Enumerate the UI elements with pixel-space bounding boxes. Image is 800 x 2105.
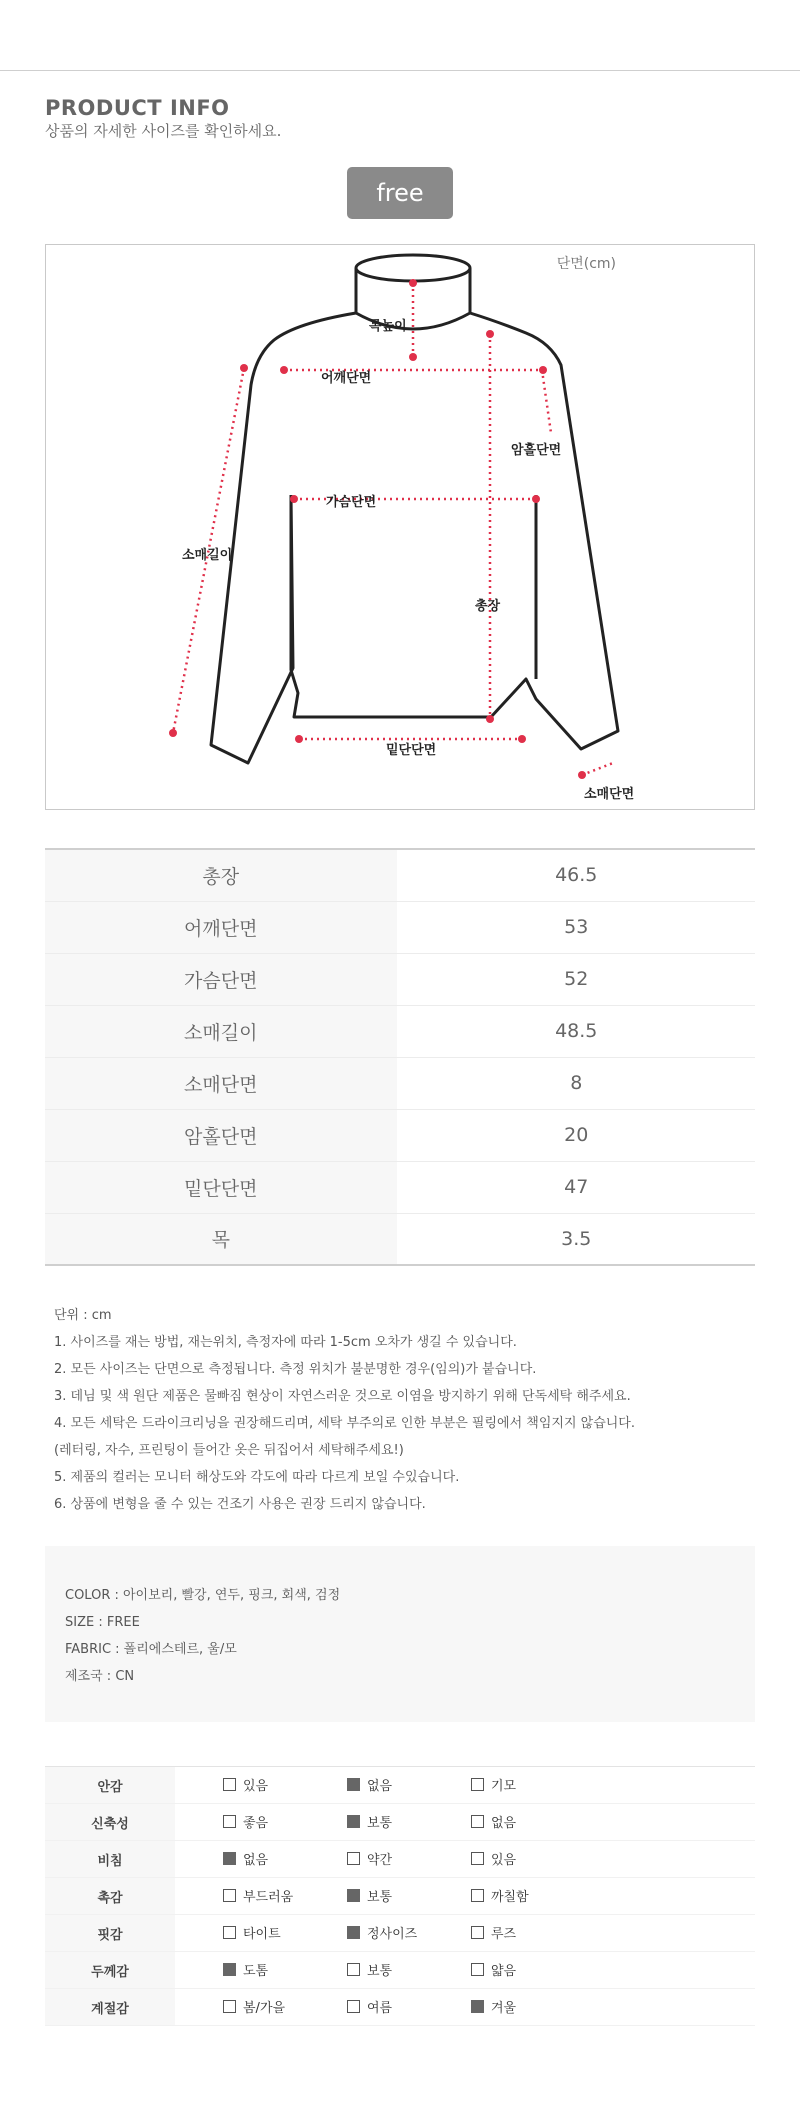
checked-box-icon[interactable] — [347, 1889, 360, 1902]
label-sleeve-length: 소매길이 — [182, 548, 233, 563]
feel-option-label: 약간 — [367, 1853, 393, 1868]
table-row — [45, 1161, 755, 1213]
feel-option-label: 있음 — [491, 1853, 517, 1868]
size-key: 가슴단면 — [45, 953, 397, 1005]
size-value: 20 — [397, 1109, 755, 1161]
note-line: 4. 모든 세탁은 드라이크리닝을 권장해드리며, 세탁 부주의로 인한 부분은 필링에서 책임지지 않습니다. — [54, 1416, 636, 1431]
checkbox-icon[interactable] — [471, 1963, 484, 1976]
feel-option[interactable] — [223, 1812, 347, 1831]
feel-option-label: 겨울 — [491, 2001, 517, 2016]
feel-options — [175, 1841, 755, 1878]
size-key: 총장 — [45, 849, 397, 901]
feel-row — [45, 1915, 755, 1952]
checkbox-icon[interactable] — [471, 1852, 484, 1865]
feel-label: 안감 — [45, 1767, 175, 1804]
feel-row — [45, 1767, 755, 1804]
feel-options — [175, 1767, 755, 1804]
feel-option[interactable] — [471, 1886, 595, 1905]
feel-label: 비침 — [45, 1841, 175, 1878]
feel-option-label: 정사이즈 — [367, 1927, 418, 1942]
note-line: 5. 제품의 컬러는 모니터 해상도와 각도에 따라 다르게 보일 수있습니다. — [54, 1470, 460, 1485]
label-total-length: 총장 — [475, 599, 501, 614]
feel-option[interactable] — [347, 1923, 471, 1942]
label-shoulder: 어깨단면 — [321, 371, 372, 386]
checkbox-icon[interactable] — [471, 1889, 484, 1902]
feel-label: 신축성 — [45, 1804, 175, 1841]
label-sleeve-width: 소매단면 — [584, 787, 635, 802]
feel-option[interactable] — [471, 1923, 595, 1942]
feel-option[interactable] — [223, 1775, 347, 1794]
feel-option-label: 없음 — [491, 1816, 517, 1831]
feel-option-label: 기모 — [491, 1779, 517, 1794]
checkbox-icon[interactable] — [347, 2000, 360, 2013]
size-free-button[interactable]: free — [347, 167, 453, 219]
feel-options — [175, 1952, 755, 1989]
label-hem: 밑단단면 — [386, 743, 437, 758]
feel-label: 핏감 — [45, 1915, 175, 1952]
feel-option-label: 타이트 — [243, 1927, 281, 1942]
size-key: 소매단면 — [45, 1057, 397, 1109]
feel-option[interactable] — [471, 1960, 595, 1979]
feel-option[interactable] — [471, 1997, 595, 2016]
size-value: 3.5 — [561, 1227, 592, 1250]
feel-option[interactable] — [223, 1960, 347, 1979]
size-key: 목 — [45, 1213, 397, 1265]
size-notes — [54, 1302, 635, 1518]
feel-option-label: 부드러움 — [243, 1890, 294, 1905]
checkbox-icon[interactable] — [471, 1926, 484, 1939]
feel-options — [175, 1878, 755, 1915]
note-line: (레터링, 자수, 프린팅이 들어간 옷은 뒤집어서 세탁해주세요!) — [54, 1443, 404, 1458]
table-row — [45, 1057, 755, 1109]
checkbox-icon[interactable] — [471, 1815, 484, 1828]
feel-option[interactable] — [471, 1849, 595, 1868]
feel-option-label: 루즈 — [491, 1927, 517, 1942]
feel-row — [45, 1952, 755, 1989]
unit-label: 단면(cm) — [556, 256, 616, 272]
feel-option[interactable] — [223, 1997, 347, 2016]
checkbox-icon[interactable] — [471, 1778, 484, 1791]
feel-option-label: 도톰 — [243, 1964, 269, 1979]
size-diagram — [45, 244, 755, 810]
feel-option[interactable] — [347, 1849, 471, 1868]
top-divider — [0, 70, 800, 71]
feel-option[interactable] — [347, 1775, 471, 1794]
table-row — [45, 901, 755, 953]
feel-option-label: 좋음 — [243, 1816, 269, 1831]
feel-option-label: 없음 — [367, 1779, 393, 1794]
checked-box-icon[interactable] — [347, 1778, 360, 1791]
checkbox-icon[interactable] — [223, 1926, 236, 1939]
label-chest: 가슴단면 — [326, 495, 377, 510]
feel-option[interactable] — [347, 1997, 471, 2016]
note-line: 1. 사이즈를 재는 방법, 재는위치, 측정자에 따라 1-5cm 오차가 생길 수 있습니다. — [54, 1335, 517, 1350]
feel-option-label: 보통 — [367, 1816, 393, 1831]
feel-option[interactable] — [347, 1812, 471, 1831]
product-detail-line: SIZE : FREE — [65, 1615, 140, 1630]
product-detail-line: 제조국 : CN — [65, 1669, 135, 1684]
feel-option[interactable] — [347, 1886, 471, 1905]
size-value: 8 — [397, 1057, 755, 1109]
label-armhole: 암홀단면 — [511, 443, 562, 458]
checkbox-icon[interactable] — [223, 2000, 236, 2013]
feel-option-label: 보통 — [367, 1964, 393, 1979]
label-neck-height: 목높이 — [369, 319, 407, 334]
checked-box-icon[interactable] — [223, 1852, 236, 1865]
feel-option-label: 봄/가을 — [243, 2001, 286, 2016]
size-key: 암홀단면 — [45, 1109, 397, 1161]
feel-options — [175, 1915, 755, 1952]
product-detail-line: COLOR : 아이보리, 빨강, 연두, 핑크, 회색, 검정 — [65, 1588, 341, 1603]
feel-option[interactable] — [223, 1923, 347, 1942]
table-row — [45, 953, 755, 1005]
note-line: 6. 상품에 변형을 줄 수 있는 건조기 사용은 권장 드리지 않습니다. — [54, 1497, 426, 1512]
checked-box-icon[interactable] — [223, 1963, 236, 1976]
feel-options — [175, 1804, 755, 1841]
product-detail-line: FABRIC : 폴리에스테르, 울/모 — [65, 1642, 237, 1657]
size-key: 어깨단면 — [45, 901, 397, 953]
table-row — [45, 1213, 755, 1265]
checkbox-icon[interactable] — [223, 1889, 236, 1902]
checkbox-icon[interactable] — [223, 1815, 236, 1828]
product-details-box — [45, 1546, 755, 1722]
feel-option-label: 있음 — [243, 1779, 269, 1794]
page-subtitle: 상품의 자세한 사이즈를 확인하세요. — [45, 122, 282, 140]
size-value: 47 — [397, 1161, 755, 1213]
checked-box-icon[interactable] — [347, 1926, 360, 1939]
table-row — [45, 849, 755, 901]
feel-option-label: 없음 — [243, 1853, 269, 1868]
page-title: PRODUCT INFO — [45, 96, 230, 120]
table-row — [45, 1005, 755, 1057]
size-key: 소매길이 — [45, 1005, 397, 1057]
feel-option[interactable] — [471, 1775, 595, 1794]
feel-option[interactable] — [223, 1849, 347, 1868]
feel-options — [175, 1989, 755, 2026]
feel-row — [45, 1878, 755, 1915]
feel-option[interactable] — [347, 1960, 471, 1979]
feel-option-label: 여름 — [367, 2001, 393, 2016]
note-line: 단위 : cm — [54, 1308, 112, 1323]
size-value: 53 — [397, 901, 755, 953]
feel-option[interactable] — [223, 1886, 347, 1905]
checkbox-icon[interactable] — [223, 1778, 236, 1791]
note-line: 2. 모든 사이즈는 단면으로 측정됩니다. 측정 위치가 불분명한 경우(임의)가 붙습니다. — [54, 1362, 537, 1377]
size-key: 밑단단면 — [45, 1161, 397, 1213]
size-value: 46.5 — [397, 849, 755, 901]
table-row — [45, 1109, 755, 1161]
feel-option-label: 보통 — [367, 1890, 393, 1905]
fabric-feel-table — [45, 1766, 755, 2026]
feel-row — [45, 1989, 755, 2026]
checked-box-icon[interactable] — [471, 2000, 484, 2013]
feel-option-label: 얇음 — [491, 1964, 517, 1979]
feel-row — [45, 1804, 755, 1841]
feel-row — [45, 1841, 755, 1878]
feel-label: 계절감 — [45, 1989, 175, 2026]
checked-box-icon[interactable] — [347, 1815, 360, 1828]
feel-label: 촉감 — [45, 1878, 175, 1915]
feel-option-label: 까칠함 — [491, 1890, 529, 1905]
checkbox-icon[interactable] — [347, 1963, 360, 1976]
size-value: 52 — [397, 953, 755, 1005]
size-table — [45, 848, 755, 1266]
feel-label: 두께감 — [45, 1952, 175, 1989]
size-value: 48.5 — [397, 1005, 755, 1057]
checkbox-icon[interactable] — [347, 1852, 360, 1865]
note-line: 3. 데님 및 색 원단 제품은 물빠짐 현상이 자연스러운 것으로 이염을 방지하기 위해 단독세탁 해주세요. — [54, 1389, 631, 1404]
feel-option[interactable] — [471, 1812, 595, 1831]
